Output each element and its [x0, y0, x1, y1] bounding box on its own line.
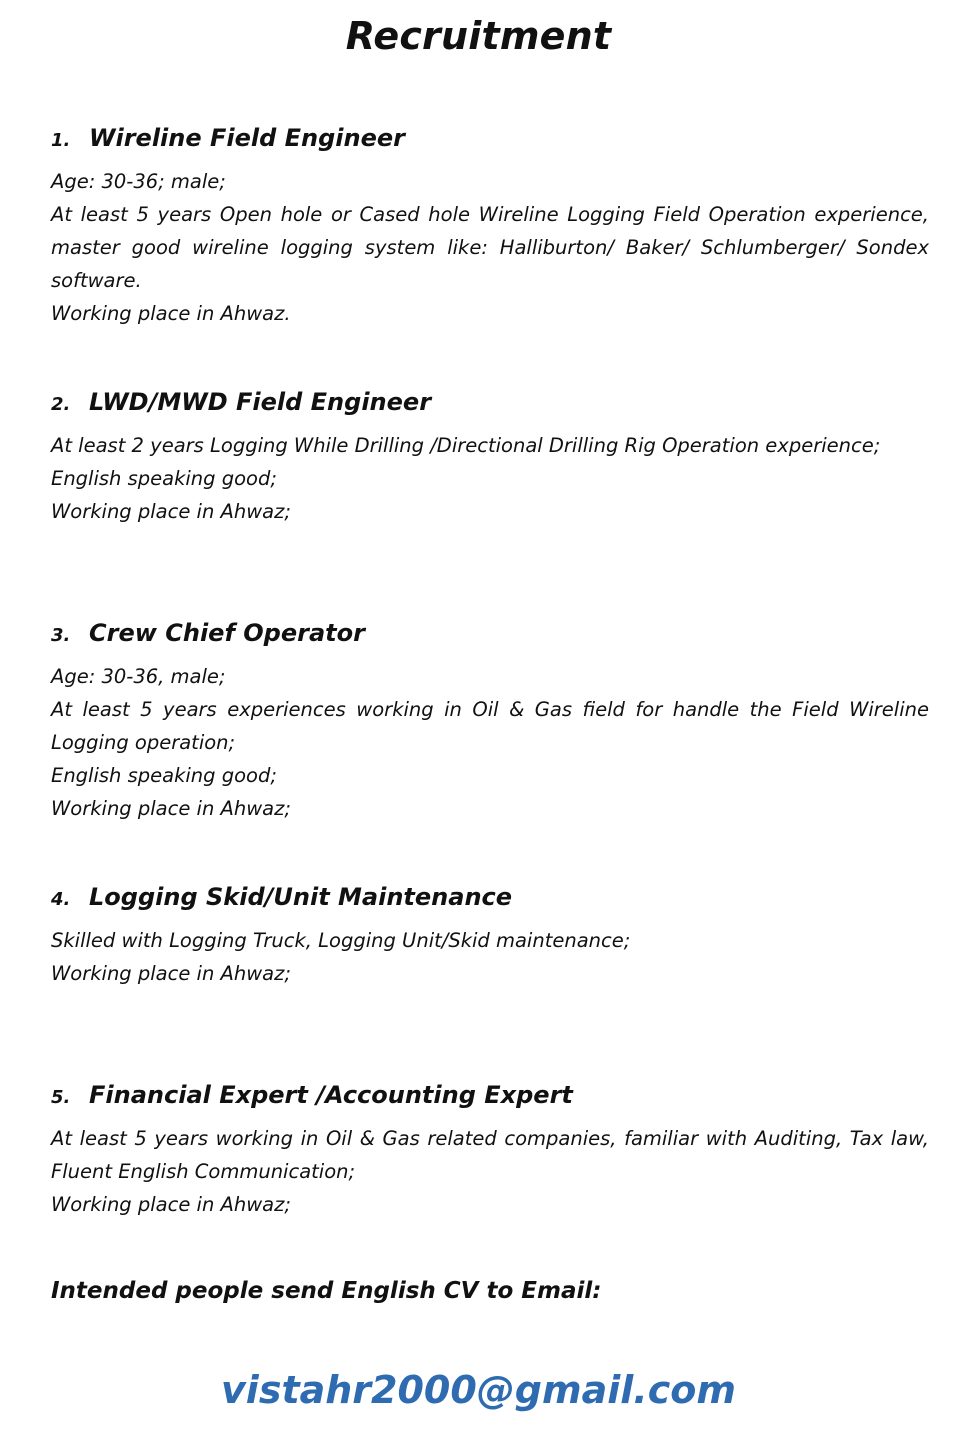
job-heading [51, 619, 929, 648]
job-requirement: At least 2 years Logging While Drilling /Directional Drilling Rig Operation experience; [51, 433, 881, 457]
job-requirement: English speaking good; [51, 466, 277, 490]
job-description [51, 429, 929, 528]
job-heading [51, 124, 929, 153]
job-heading [51, 883, 929, 912]
job-section-logging-skid-unit-maintenance [51, 883, 929, 990]
job-section-financial-accounting-expert [51, 1081, 929, 1221]
job-description [51, 924, 929, 990]
job-requirement: English speaking good; [51, 763, 277, 787]
job-location: Working place in Ahwaz; [51, 499, 291, 523]
job-requirement: Age: 30-36; male; [51, 169, 226, 193]
job-requirement: At least 5 years experiences working in Oil & Gas field for handle the Field Wireline Logging operation; [51, 697, 929, 754]
job-location: Working place in Ahwaz; [51, 961, 291, 985]
job-location: Working place in Ahwaz; [51, 796, 291, 820]
job-location: Working place in Ahwaz. [51, 301, 291, 325]
job-number: 2. [51, 394, 71, 415]
job-title: Logging Skid/Unit Maintenance [89, 883, 513, 911]
job-requirement: Skilled with Logging Truck, Logging Unit/Skid maintenance; [51, 928, 631, 952]
job-number: 1. [51, 130, 71, 151]
job-heading [51, 388, 929, 417]
contact-email[interactable]: vistahr2000@gmail.com [221, 1368, 736, 1412]
job-requirement: At least 5 years Open hole or Cased hole Wireline Logging Field Operation experience, master good wireline logging system like: Halliburton/ Baker/ Schlumberger/ Sondex software. [51, 202, 929, 292]
job-section-crew-chief-operator [51, 619, 929, 825]
job-description [51, 660, 929, 825]
job-section-wireline-field-engineer [51, 124, 929, 330]
job-number: 4. [51, 889, 71, 910]
job-heading [51, 1081, 929, 1110]
job-title: Crew Chief Operator [89, 619, 365, 647]
job-description [51, 1122, 929, 1221]
job-title: Financial Expert /Accounting Expert [89, 1081, 573, 1109]
job-title: Wireline Field Engineer [89, 124, 406, 152]
page-title: Recruitment [345, 14, 612, 58]
cv-instruction: Intended people send English CV to Email: [51, 1278, 602, 1304]
job-description [51, 165, 929, 330]
job-number: 3. [51, 625, 71, 646]
job-location: Working place in Ahwaz; [51, 1192, 291, 1216]
job-requirement: Age: 30-36, male; [51, 664, 226, 688]
job-title: LWD/MWD Field Engineer [89, 388, 432, 416]
job-requirement: At least 5 years working in Oil & Gas related companies, familiar with Auditing, Tax law, Fluent English Communication; [51, 1126, 929, 1183]
job-section-lwd-mwd-field-engineer [51, 388, 929, 528]
job-number: 5. [51, 1087, 71, 1108]
